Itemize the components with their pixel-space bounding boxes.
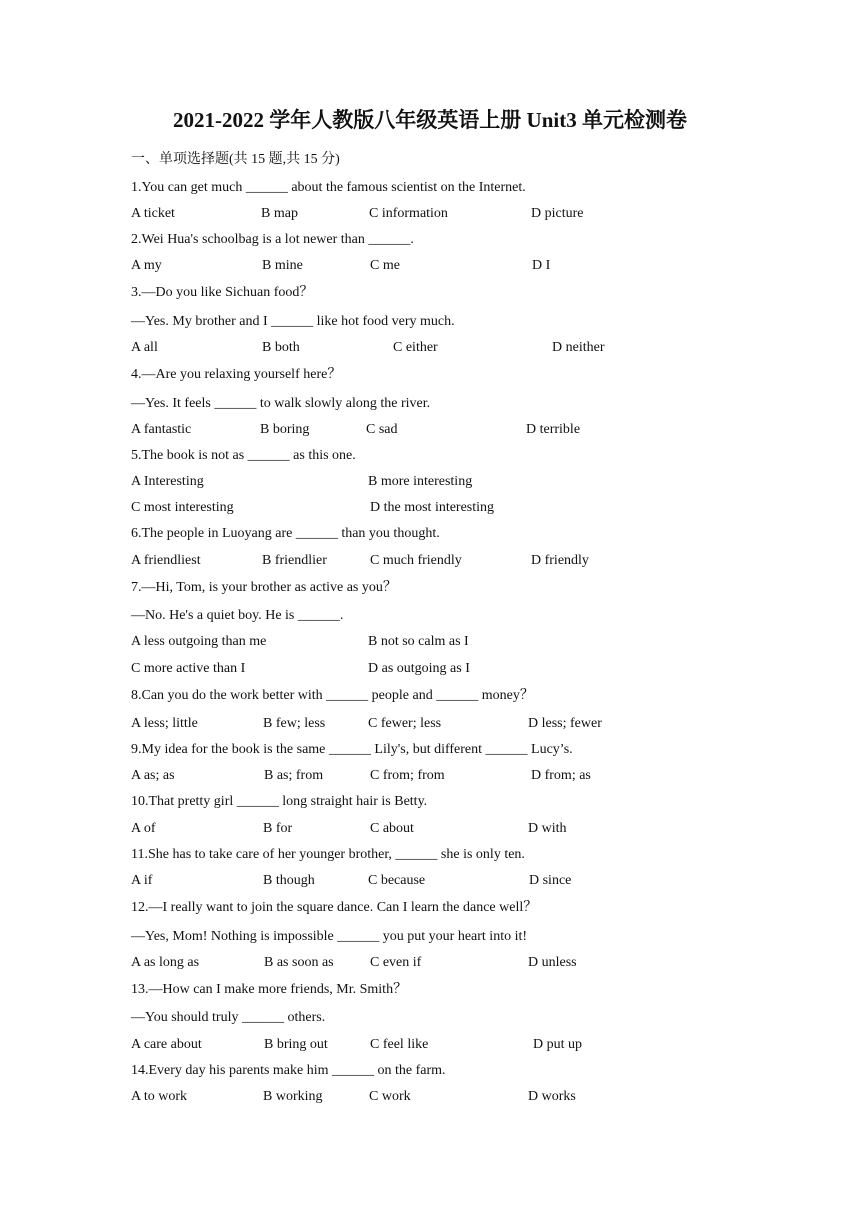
question-stem: 1.You can get much ______ about the famous scientist on the Internet. [131,180,526,195]
answer-option-d: D unless [528,955,577,970]
answer-option-c: C work [369,1089,411,1104]
answer-option-c: C much friendly [370,553,462,568]
answer-option-c: C from; from [370,768,445,783]
question-dialogue-line: —No. He's a quiet boy. He is ______. [131,608,344,623]
answer-option-d: D less; fewer [528,716,602,731]
answer-option-d: D works [528,1089,576,1104]
answer-option-a: A care about [131,1037,202,1052]
answer-option-d: D as outgoing as I [368,661,470,676]
answer-option-d: D from; as [531,768,591,783]
answer-option-a: A as long as [131,955,200,970]
question-stem: 12.—I really want to join the square dance. Can I learn the dance well？ [131,900,538,915]
answer-option-b: B not so calm as I [368,634,469,649]
answer-option-c: C most interesting [131,500,234,515]
answer-option-b: B working [263,1089,323,1104]
answer-option-d: D with [528,821,567,836]
question-stem: 3.—Do you like Sichuan food？ [131,285,314,300]
answer-option-d: D neither [552,340,605,355]
answer-option-c: C more active than I [131,661,246,676]
answer-option-c: C even if [370,955,422,970]
question-stem: 6.The people in Luoyang are ______ than you thought. [131,526,440,541]
answer-option-a: A friendliest [131,553,201,568]
question-dialogue-line: —Yes. My brother and I ______ like hot food very much. [131,314,455,329]
answer-option-c: C about [370,821,414,836]
answer-option-d: D the most interesting [370,500,495,515]
answer-option-b: B bring out [264,1037,328,1052]
answer-option-d: D I [532,258,551,273]
answer-option-a: A to work [131,1089,187,1104]
answer-option-b: B friendlier [262,553,327,568]
answer-option-c: C information [369,206,448,221]
answer-option-a: A if [131,873,153,888]
question-stem: 9.My idea for the book is the same ______ Lily's, but different ______ Lucy’s. [131,742,573,757]
answer-option-a: A ticket [131,206,175,221]
answer-option-c: C me [370,258,400,273]
answer-option-d: D since [529,873,572,888]
answer-option-a: A as; as [131,768,175,783]
question-stem: 13.—How can I make more friends, Mr. Smith？ [131,982,408,997]
question-stem: 14.Every day his parents make him ______ on the farm. [131,1063,446,1078]
answer-option-a: A less outgoing than me [131,634,267,649]
question-stem: 11.She has to take care of her younger brother, ______ she is only ten. [131,847,525,862]
answer-option-d: D friendly [531,553,589,568]
answer-option-d: D put up [533,1037,582,1052]
question-stem: 5.The book is not as ______ as this one. [131,448,356,463]
answer-option-a: A my [131,258,162,273]
answer-option-b: B though [263,873,315,888]
question-stem: 8.Can you do the work better with ______ people and ______ money？ [131,688,534,703]
answer-option-a: A all [131,340,158,355]
answer-option-b: B few; less [263,716,326,731]
question-stem: 4.—Are you relaxing yourself here？ [131,367,342,382]
answer-option-c: C either [393,340,438,355]
answer-option-b: B for [263,821,293,836]
answer-option-d: D terrible [526,422,581,437]
answer-option-b: B boring [260,422,310,437]
answer-option-c: C feel like [370,1037,429,1052]
answer-option-b: B both [262,340,300,355]
question-dialogue-line: —Yes. It feels ______ to walk slowly along the river. [131,396,431,411]
question-stem: 2.Wei Hua's schoolbag is a lot newer than ______. [131,232,414,247]
page-title: 2021-2022 学年人教版八年级英语上册 Unit3 单元检测卷 [173,108,687,132]
answer-option-a: A of [131,821,156,836]
answer-option-d: D picture [531,206,584,221]
answer-option-b: B more interesting [368,474,473,489]
answer-option-c: C sad [366,422,398,437]
section-heading: 一、单项选择题(共 15 题,共 15 分) [131,152,340,167]
answer-option-a: A Interesting [131,474,204,489]
question-stem: 7.—Hi, Tom, is your brother as active as you？ [131,580,397,595]
question-dialogue-line: —Yes, Mom! Nothing is impossible ______ you put your heart into it! [131,929,528,944]
answer-option-c: C fewer; less [368,716,442,731]
answer-option-b: B mine [262,258,303,273]
answer-option-a: A less; little [131,716,198,731]
answer-option-b: B as soon as [264,955,334,970]
answer-option-b: B as; from [264,768,324,783]
question-dialogue-line: —You should truly ______ others. [131,1010,326,1025]
question-stem: 10.That pretty girl ______ long straight hair is Betty. [131,794,428,809]
answer-option-c: C because [368,873,426,888]
answer-option-b: B map [261,206,298,221]
answer-option-a: A fantastic [131,422,192,437]
